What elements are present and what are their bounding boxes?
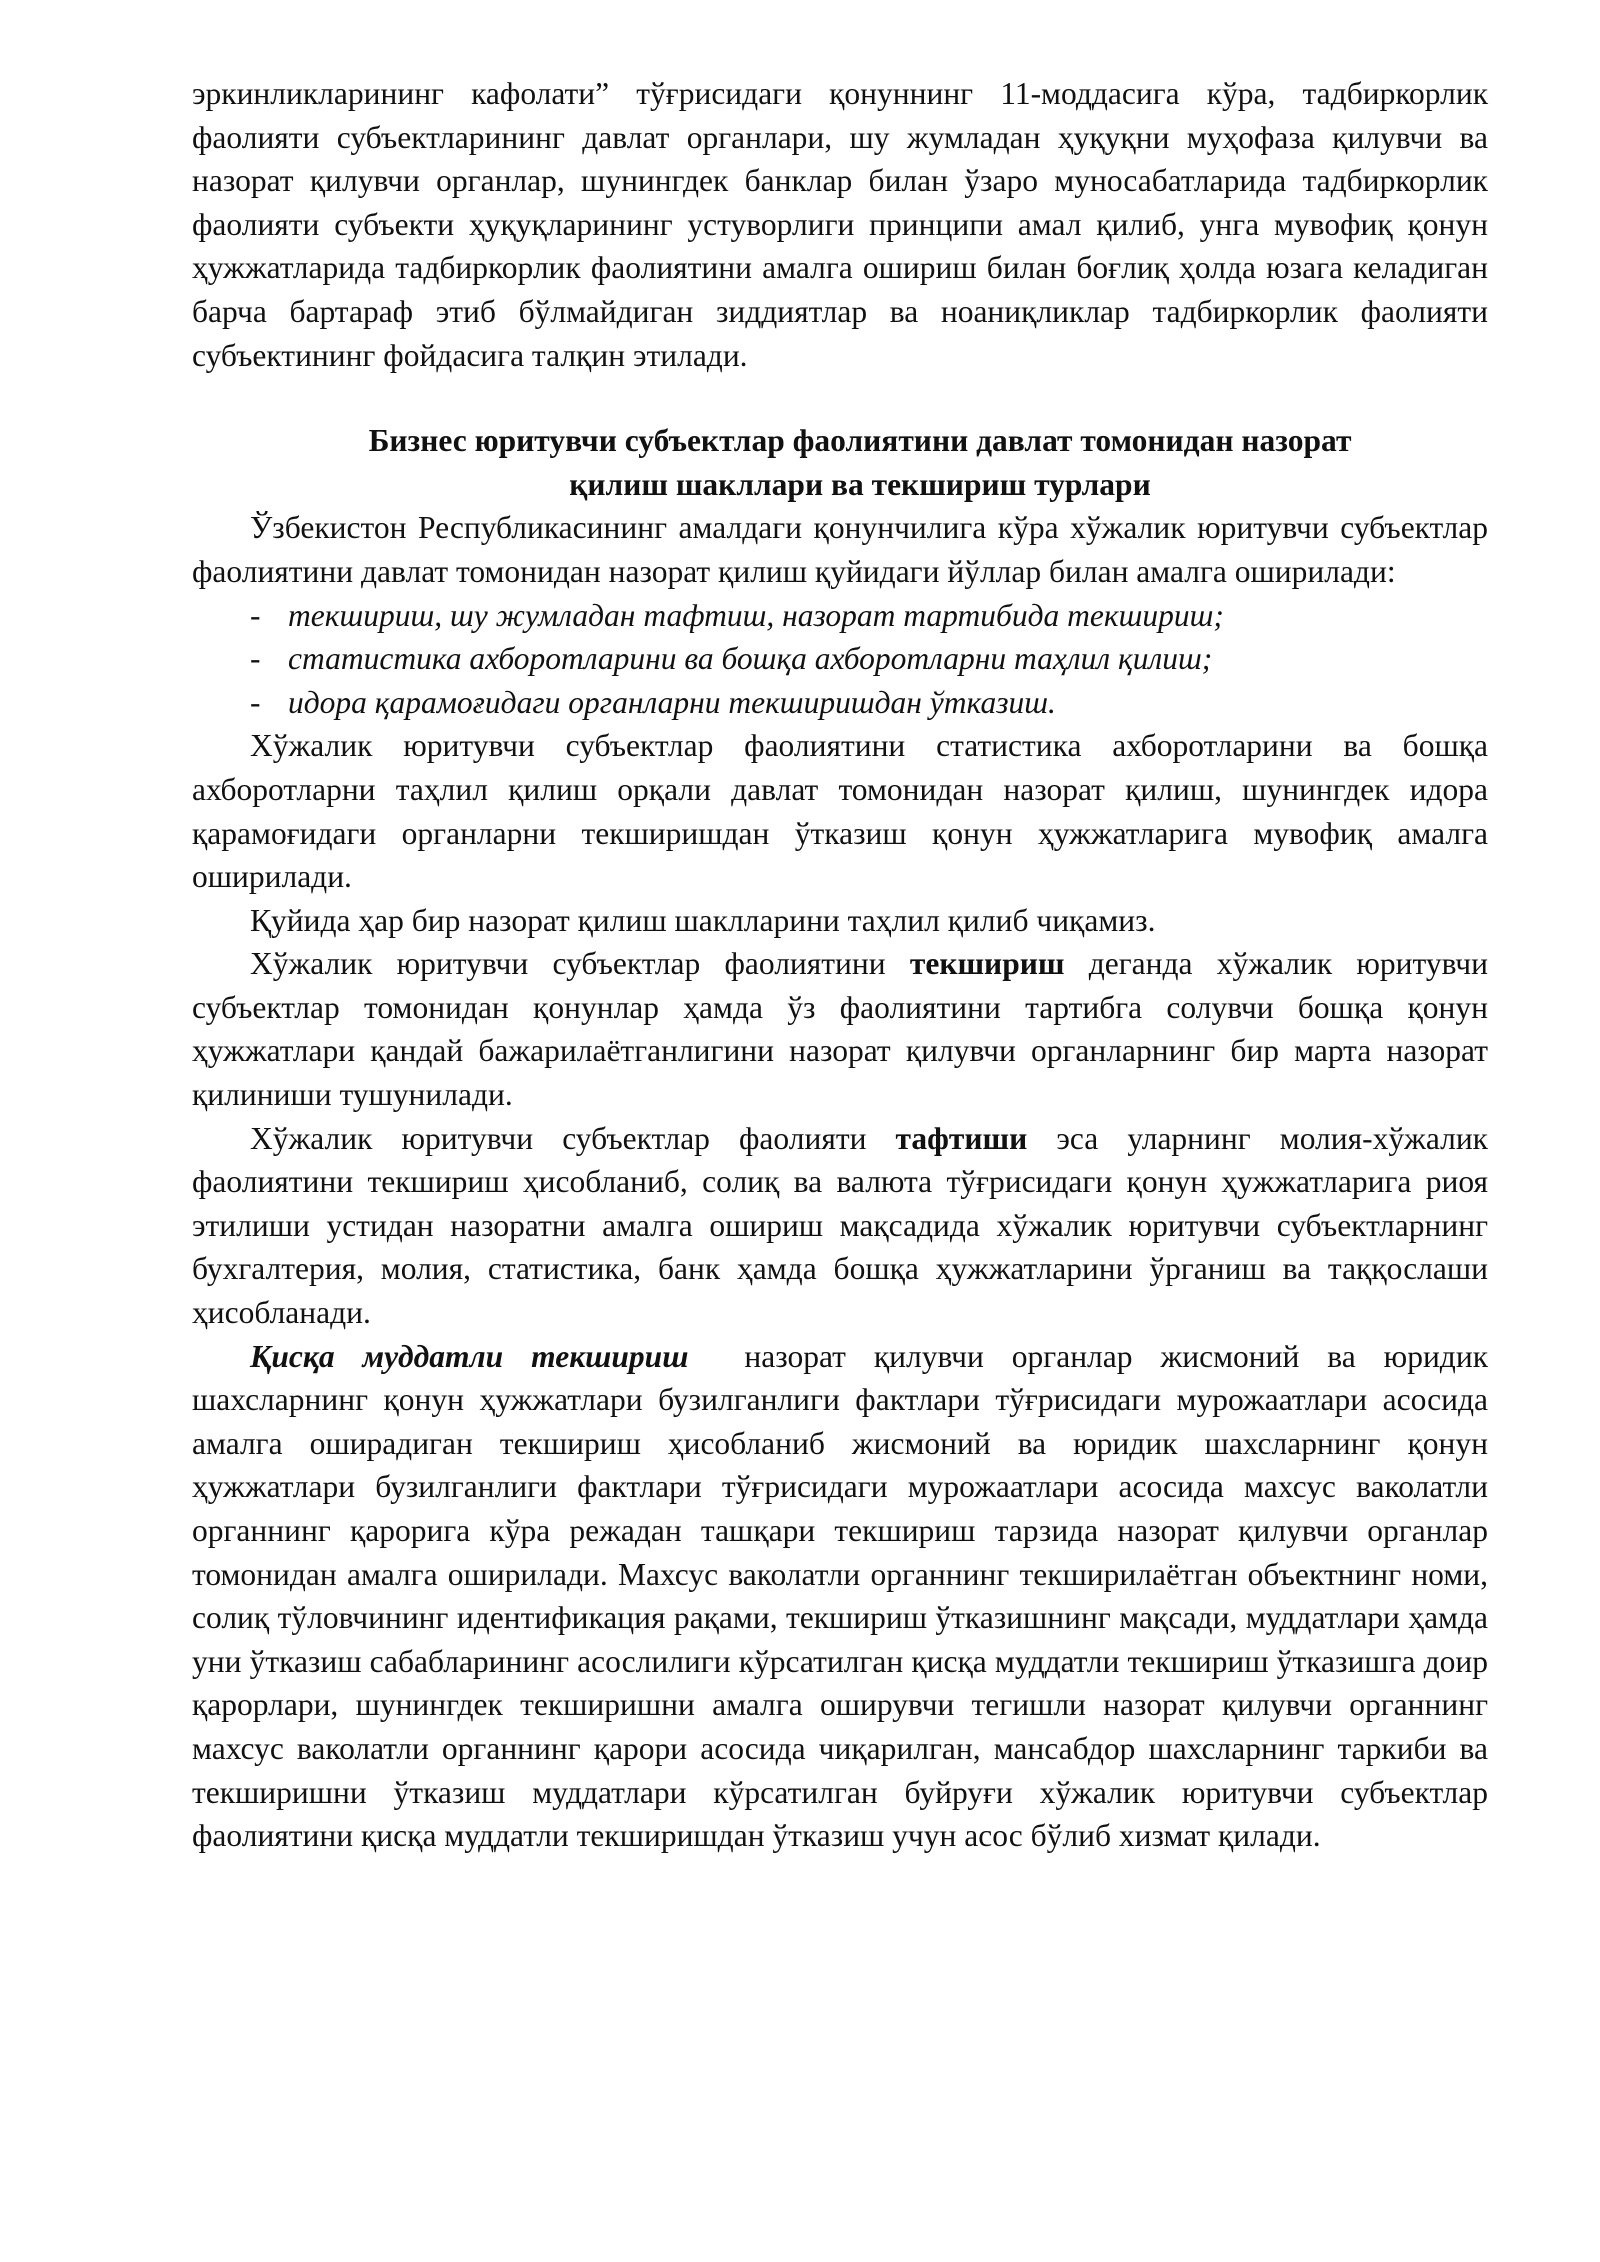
list-item-text: идора қарамоғидаги органларни текширишдан ўтказиш. [288, 684, 1056, 720]
audit-term: тафтиши [895, 1120, 1028, 1156]
audit-text-after: эса уларнинг молия-хўжалик фаолиятини текшириш ҳисобланиб, солиқ ва валюта тўғрисидаги қонун ҳужжатларига риоя этилиши устидан назоратни амалга ошириш мақсадида хўжалик юритувчи субъектларнинг бухгалтерия, молия, статистика, банк ҳамда бошқа ҳужжатларини ўрганиш ва таққослаши ҳисобланади. [192, 1120, 1488, 1331]
section-heading [192, 419, 1488, 506]
short-term-inspection-term: Қисқа муддатли текшириш [250, 1338, 689, 1374]
paragraph-analysis-intro: Қуйида ҳар бир назорат қилиш шаклларини таҳлил қилиб чиқамиз. [250, 902, 1156, 938]
list-item [250, 681, 1488, 725]
bullet-dash: - [250, 684, 261, 720]
audit-text-before: Хўжалик юритувчи субъектлар фаолияти [250, 1120, 896, 1156]
section-heading-line2: қилиш шакллари ва текшириш турлари [569, 466, 1151, 502]
inspection-text-before: Хўжалик юритувчи субъектлар фаолиятини [250, 946, 910, 982]
list-item-text: статистика ахборотларини ва бошқа ахборотларни таҳлил қилиш; [288, 641, 1213, 677]
document-page [192, 72, 1496, 1858]
paragraph-inspection [192, 942, 1488, 1116]
paragraph-audit [192, 1117, 1488, 1335]
control-methods-list [192, 594, 1488, 725]
short-term-inspection-text: назорат қилувчи органлар жисмоний ва юридик шахсларнинг қонун ҳужжатлари бузилганлиги фактлари тўғрисидаги мурожаатлари асосида амалга оширадиган текшириш ҳисобланиб жисмоний ва юридик шахсларнинг қонун ҳужжатлари бузилганлиги фактлари тўғрисидаги мурожаатлари асосида махсус ваколатли органнинг қарорига кўра режадан ташқари текшириш тарзида назорат қилувчи органлар томонидан амалга оширилади. Махсус ваколатли органнинг текширилаётган объектнинг номи, солиқ тўловчининг идентификация рақами, текшириш ўтказишнинг мақсади, муддатлари ҳамда уни ўтказиш сабабларининг асослилиги кўрсатилган қисқа муддатли текшириш ўтказишга доир қарорлари, шунингдек текширишни амалга оширувчи тегишли назорат қилувчи органнинг махсус ваколатли органнинг қарори асосида чиқарилган, мансабдор шахсларнинг таркиби ва текширишни ўтказиш муддатлари кўрсатилган буйруғи хўжалик юритувчи субъектлар фаолиятини қисқа муддатли текширишдан ўтказиш учун асос бўлиб хизмат қилади. [192, 1338, 1496, 1854]
section-heading-line1: Бизнес юритувчи субъектлар фаолиятини давлат томонидан назорат [368, 423, 1352, 459]
paragraph-short-term-inspection [192, 1335, 1496, 1858]
paragraph-statistics: Хўжалик юритувчи субъектлар фаолиятини статистика ахборотларини ва бошқа ахборотларни таҳлил қилиш орқали давлат томонидан назорат қилиш, шунингдек идора қарамоғидаги органларни текширишдан ўтказиш қонун ҳужжатларига мувофиқ амалга оширилади. [192, 728, 1488, 895]
inspection-text-after: деганда хўжалик юритувчи субъектлар томонидан қонунлар ҳамда ўз фаолиятини тартибга солувчи бошқа қонун ҳужжатлари қандай бажарилаётганлигини назорат қилувчи органларнинг бир марта назорат қилиниши тушунилади. [192, 946, 1488, 1113]
inspection-term: текшириш [909, 946, 1065, 982]
paragraph-control-methods: Ўзбекистон Республикасининг амалдаги қонунчилига кўра хўжалик юритувчи субъектлар фаолиятини давлат томонидан назорат қилиш қуйидаги йўллар билан амалга оширилади: [192, 510, 1488, 589]
list-item [250, 637, 1488, 681]
list-item [250, 594, 1488, 638]
bullet-dash: - [250, 597, 261, 633]
bullet-dash: - [250, 641, 261, 677]
list-item-text: текшириш, шу жумладан тафтиш, назорат тартибида текшириш; [288, 597, 1224, 633]
intro-paragraph: эркинликларининг кафолати” тўғрисидаги қонуннинг 11-моддасига кўра, тадбиркорлик фаолияти субъектларининг давлат органлари, шу жумладан ҳуқуқни муҳофаза қилувчи ва назорат қилувчи органлар, шунингдек банклар билан ўзаро муносабатларида тадбиркорлик фаолияти субъекти ҳуқуқларининг устуворлиги принципи амал қилиб, унга мувофиқ қонун ҳужжатларида тадбиркорлик фаолиятини амалга ошириш билан боғлиқ ҳолда юзага келадиган барча бартараф этиб бўлмайдиган зиддиятлар ва ноаниқликлар тадбиркорлик фаолияти субъектининг фойдасига талқин этилади. [192, 76, 1488, 373]
